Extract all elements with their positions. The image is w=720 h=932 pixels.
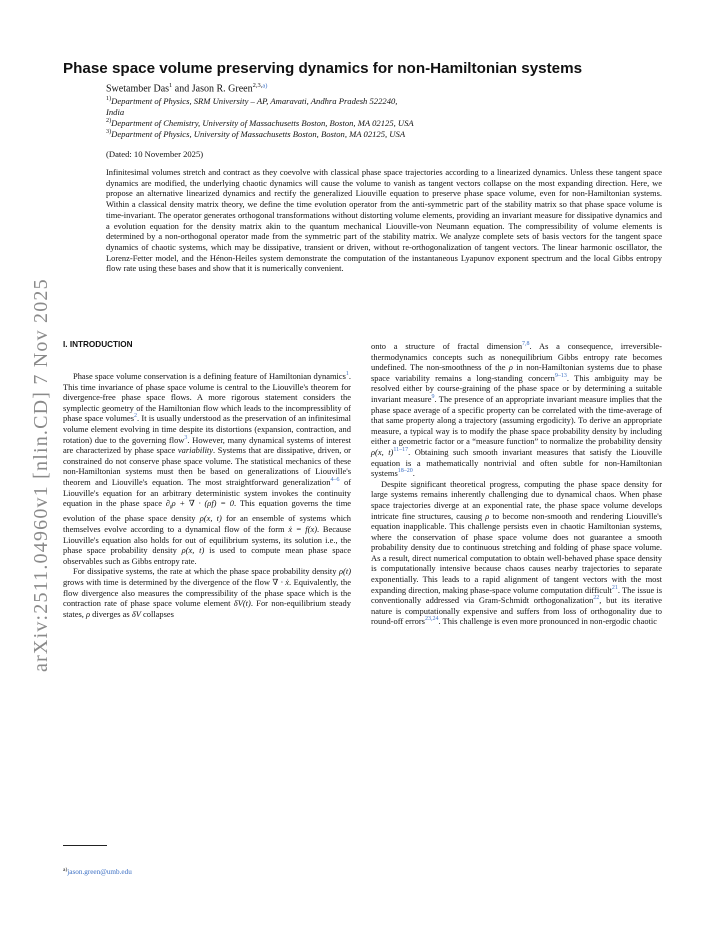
email-link[interactable]: jason.green@umb.edu — [67, 868, 132, 876]
text-run: . This challenge is even more pronounced in non-ergodic chaotic — [438, 616, 657, 627]
right-column — [371, 341, 662, 627]
author-affiliation-mark: 2,3, — [252, 82, 263, 89]
citation-link[interactable]: 21 — [611, 584, 618, 591]
citation-link[interactable]: 3 — [184, 434, 188, 441]
citation-link[interactable]: 9–13 — [554, 372, 567, 379]
citation-link[interactable]: 18–20 — [397, 468, 413, 475]
text-run: diverges as — [90, 608, 132, 619]
text-run: . Systems that are dissipative, driven, or constrained do not conserve phase space volume. The statistical mechanics of these non-Hamiltonian systems must then be based on generalizations of Liouville's theorem and Liouville's equation. The most straightforward generalization — [63, 445, 351, 487]
math-expression: δV — [131, 608, 141, 619]
math-expression: ρ — [485, 510, 490, 521]
text-run: Despite significant theoretical progress, computing the phase space density for large systems remains inherently challenging due to dynamical chaos. When phase space trajectories diverge at an exponential rate, the phase space volume develops intricate fine structures, causing — [371, 478, 662, 521]
text-run: . The issue is conventionally addressed via Gram-Schmidt orthogonalization — [371, 584, 662, 606]
text-run: for an ensemble of systems which themselves evolve according to a dynamical flow of the form — [63, 513, 352, 534]
text-run: Phase space volume conservation is a defining feature of Hamiltonian dynamics — [73, 371, 346, 381]
affiliation-mark: 3) — [106, 128, 112, 135]
citation-link[interactable]: 1 — [345, 371, 349, 377]
math-expression: ρ + ∇ · (ρf) = 0 — [171, 498, 234, 509]
footnote — [63, 867, 132, 876]
citation-link[interactable]: 2 — [134, 413, 138, 420]
text-run: . For non-equilibrium steady states, — [63, 598, 351, 619]
text-run: . This equation governs the time evolution of the phase space density — [63, 498, 352, 524]
math-expression: ∇ · ẋ — [272, 576, 290, 587]
affiliation-mark: 1) — [106, 95, 112, 102]
math-expression: δV(t) — [233, 598, 251, 609]
text-run: to become non-smooth and rendering Liouville's equation inapplicable. This challenge persists even in chaotic Hamiltonian systems, where the conservation of phase space volume does not guarantee a smooth probability density due to continuous stretching and folding of phase space volume. As a result, direct numerical computation to obtain well-behaved phase space density is computationally intensive because chaos causes nearby trajectories to separate exponentially. This leads to a rapid alignment of tangent vectors with the most expanding direction, making phase-space volume computation difficult — [371, 510, 662, 595]
paragraph — [371, 341, 662, 479]
author-name: Jason R. Green — [191, 83, 253, 95]
paragraph — [371, 479, 662, 627]
paper-title: Phase space volume preserving dynamics for non-Hamiltonian systems — [63, 60, 583, 77]
dated-line: (Dated: 10 November 2025) — [106, 149, 204, 159]
text-run: collapses — [140, 608, 174, 619]
text-run: . Equivalently, the flow divergence also measures the compressibility of the phase space which is the contraction rate of phase space volume element — [63, 576, 351, 609]
author-conjunction: and — [172, 83, 192, 95]
left-column — [63, 371, 351, 619]
paragraph — [63, 371, 351, 566]
affiliation-text: Department of Physics, SRM University – AP, Amaravati, Andhra Pradesh 522240, — [111, 95, 398, 106]
math-expression: ρ(x, t) — [181, 545, 205, 556]
text-run: , but its iterative nature is computationally expensive and suffers from loss of orthogonality due to round-off errors — [371, 595, 662, 627]
text-run: . This ambiguity may be resolved either by course-graining of the phase space or by determining a suitable invariant measure — [371, 372, 662, 404]
math-expression: ρ(x, t) — [199, 513, 222, 524]
author-email-link[interactable]: a) — [262, 82, 268, 90]
author-affiliation-mark: 1 — [169, 82, 173, 89]
math-expression: ẋ = f(x) — [288, 524, 318, 534]
affiliation-text: Department of Chemistry, University of Massachusetts Boston, Boston, MA 02125, USA — [111, 117, 414, 128]
text-run: . This time invariance of phase space volume is central to the Liouville's theorem for divergence-free phase space flows. A more rigorous statement considers the symplectic geometry of the Hamiltonian flow which leads to the incompressiblity of phase space volumes — [63, 371, 351, 424]
arxiv-identifier-stamp: arXiv:2511.04960v1 [nlin.CD] 7 Nov 2025 — [30, 278, 52, 672]
text-run: of Liouville's equation for an arbitrary deterministic system invokes the continuity equation in the phase space ∂ — [63, 476, 352, 509]
abstract: Infinitesimal volumes stretch and contract as they coevolve with classical phase space trajectories according to a linearized dynamics. Unless these tangent space dynamics are modified, the underlying chaotic dynamics will cause the volume to vanish as tangent vectors collapse on the most expanding direction. Here, we propose an alternative linearized dynamics and rectify the generalized Liouville equation to preserve phase space volume, even for non-Hamiltonian systems. Within a classical density matrix theory, we define the time evolution operator from the anti-symmetric part of the stability matrix so that phase space volume is time-invariant. The operator generates orthogonal transformations without distorting volume elements, providing an invariant measure for dissipative dynamics and a evolution equation for the density matrix akin to the quantum mechanical Liouville-von Neumann equation. The compressibility of volume elements is determined by a non-orthogonal operator made from the symmetric part of the stability matrix. We analyze complete sets of basis vectors for the tangent space dynamics of chaotic systems, which may be dissipative, transient or driven, without re-orthogonalization of tangent vectors. The linear harmonic oscillator, the Lorenz-Fetter model, and the Hénon-Heiles system demonstrate the computation of the instantaneous Lyapunov exponent spectrum and the local Gibbs entropy flow rate using these bases and show that it is numerically convenient. — [106, 167, 662, 274]
citation-link[interactable]: 9 — [431, 393, 435, 400]
author-name: Swetamber Das — [106, 83, 170, 95]
text-run: . The presence of an appropriate invariant measure implies that the phase space average of a specific property can be correlated with the time-average of that same property along a trajectory (assuming ergodicity). To derive an appropriate measure, a typical way is to modify the phase space probability density by including either a geometric factor or a “measure function” to normalize the probability density — [371, 393, 662, 447]
emphasis: variability — [177, 445, 214, 456]
math-expression: ρ — [508, 362, 513, 373]
text-run: grows with time is determined by the divergence of the flow — [63, 576, 273, 587]
affiliation-mark: 2) — [106, 117, 112, 124]
citation-link[interactable]: 4–6 — [330, 476, 340, 483]
math-expression: ρ(t) — [338, 566, 351, 577]
text-run: . As a consequence, irreversible-thermodynamics concepts such as nonequilibrium Gibbs entropy rate becomes undefined. The non-smoothness of the — [371, 341, 662, 373]
text-run: . However, many dynamical systems of interest are characterized by phase space — [63, 434, 351, 456]
footnote-mark: a) — [63, 867, 68, 873]
citation-link[interactable]: 7,8 — [522, 341, 530, 347]
text-run: . Because Liouville's equation also holds for out of equilibrium systems, its solution i.e., the phase space probability density — [63, 524, 351, 556]
affiliation-text: India — [106, 106, 125, 117]
text-run: . — [412, 468, 415, 479]
affiliation — [106, 126, 606, 140]
footnote-rule — [63, 845, 107, 846]
text-run: For dissipative systems, the rate at which the phase space probability density — [73, 566, 339, 577]
citation-link[interactable]: 11–17 — [393, 446, 409, 453]
math-subscript: t — [169, 504, 172, 511]
paragraph — [63, 566, 351, 619]
citation-link[interactable]: 22 — [593, 595, 600, 602]
citation-link[interactable]: 23,24 — [424, 616, 439, 623]
text-run: is used to compute mean phase space observables such as Gibbs entropy rate. — [63, 545, 351, 566]
text-run: onto a structure of fractal dimension — [371, 341, 523, 351]
text-run: . It is usually understood as the preservation of an infinitesimal volume element evolving in time despite its distortions (expansion, contraction, and rotation) due to the governing flow — [63, 413, 351, 445]
text-run: . Obtaining such smooth invariant measures that satisfy the Liouville equation is a mathematically nontrivial and often subtle for non-Hamiltonian systems — [371, 446, 662, 479]
math-expression: ρ(x, t) — [371, 446, 394, 457]
math-expression: ρ — [85, 608, 91, 619]
section-heading: I. INTRODUCTION — [63, 340, 133, 349]
affiliation-text: Department of Physics, University of Massachusetts Boston, Boston, MA 02125, USA — [111, 128, 406, 139]
text-run: in non-Hamiltonian systems due to phase space variability remains a long-standing concern — [371, 362, 662, 383]
